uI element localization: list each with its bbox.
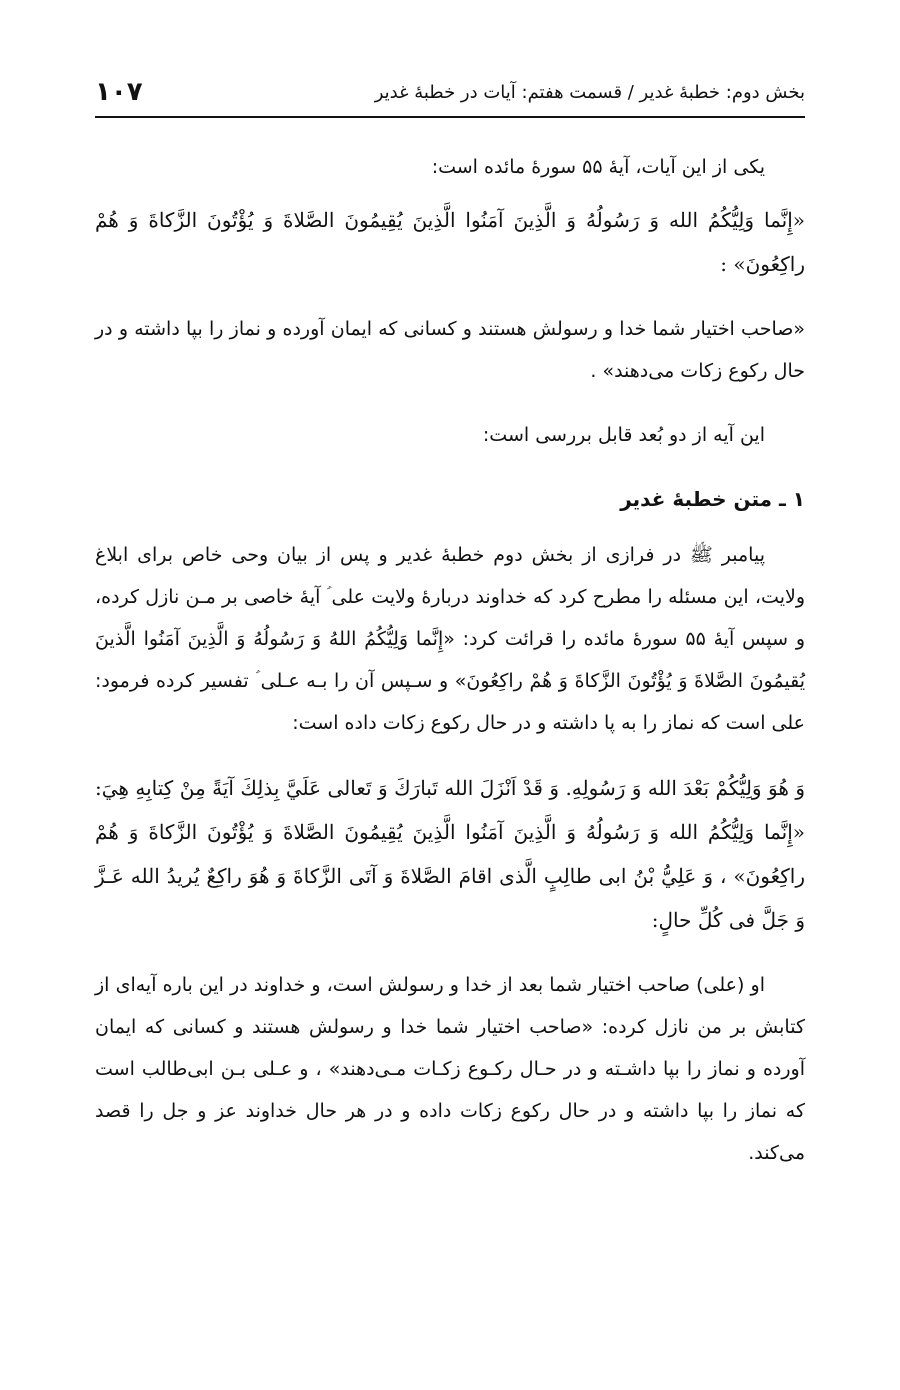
verse-translation: «صاحب اختیار شما خدا و رسولش هستند و کسانی که ایمان آورده و نماز را بپا داشته و در حال رکوع زکات می‌دهند» . [95, 318, 805, 382]
sermon-quote-arabic: وَ هُوَ وَلِيُّكُمْ بَعْدَ الله وَ رَسُولِهِ. وَ قَدْ اَنْزَلَ الله تَبارَكَ وَ تَعالى عَلَيَّ بِذلِكَ آيَةً مِنْ كِتابِهِ هِيَ: «إِنَّما وَلِيُّكُمُ الله وَ رَسُولُهُ وَ الَّذِينَ آمَنُوا الَّذِينَ يُقِيمُونَ الصَّلاةَ وَ يُؤْتُونَ الزَّكاةَ وَ هُمْ راكِعُونَ» ، وَ عَلِيُّ بْنُ ابى طالِبٍ الَّذى اقامَ الصَّلاةَ وَ آتَى الزَّكاةَ وَ هُوَ راكِعٌ يُريدُ الله عَـزَّ وَ جَلَّ فى كُلِّ حالٍ: [95, 776, 805, 932]
quran-verse-arabic: «إِنَّما وَلِيُّكُمُ الله وَ رَسُولُهُ وَ الَّذِينَ آمَنُوا الَّذِينَ يُقِيمُونَ الصَّلاةَ وَ يُؤْتُونَ الزَّكاةَ وَ هُمْ راكِعُونَ» : [95, 208, 805, 276]
sermon-translation: او (علی) صاحب اختیار شما بعد از خدا و رسولش است، و خداوند در این باره آیه‌ای از کتابش بر من نازل کرده: «صاحب اختیار شما خدا و رسولش هستند و کسانی که ایمان آورده و نماز را بپا داشـته و در حـال رکـوع زکـات مـی‌دهند» ، و عـلی بـن ابی‌طالب است که نماز را بپا داشته و در حال رکوع زکات داده و در هر حال خداوند عز و جل را قصد می‌کند. [95, 974, 805, 1164]
page-content [95, 146, 805, 1174]
section-heading: ۱ ـ متن خطبهٔ غدیر [620, 487, 805, 511]
body-paragraph-sermon: پیامبر ﷺ در فرازی از بخش دوم خطبهٔ غدیر و پس از بیان وحی خاص برای ابلاغ ولایت، این مسئله را مطرح کرد که خداوند دربارهٔ ولایت علی ؑ آیهٔ خاصی بر مـن نازل کرده، و سپس آیهٔ ۵۵ سورهٔ مائده را قرائت کرد: «إِنَّما وَلِيُّكُمُ اللهُ وَ رَسُولُهُ وَ الَّذِينَ آمَنُوا الَّذينَ يُقيمُونَ الصَّلاةَ وَ يُؤْتُونَ الزَّكاةَ وَ هُمْ راكِعُونَ» و سـپس آن را بـه عـلی ؑ تفسیر کرده فرمود: علی است که نماز را به پا داشته و در حال رکوع زکات داده است: [95, 544, 805, 734]
intro-paragraph: یکی از این آیات، آیهٔ ۵۵ سورهٔ مائده است: [431, 156, 765, 178]
running-title: بخش دوم: خطبهٔ غدیر / قسمت هفتم: آیات در خطبهٔ غدیر [374, 81, 805, 103]
page-header [95, 68, 805, 118]
study-aspects-paragraph: این آیه از دو بُعد قابل بررسی است: [482, 424, 765, 446]
page-number: ۱۰۷ [95, 77, 143, 107]
